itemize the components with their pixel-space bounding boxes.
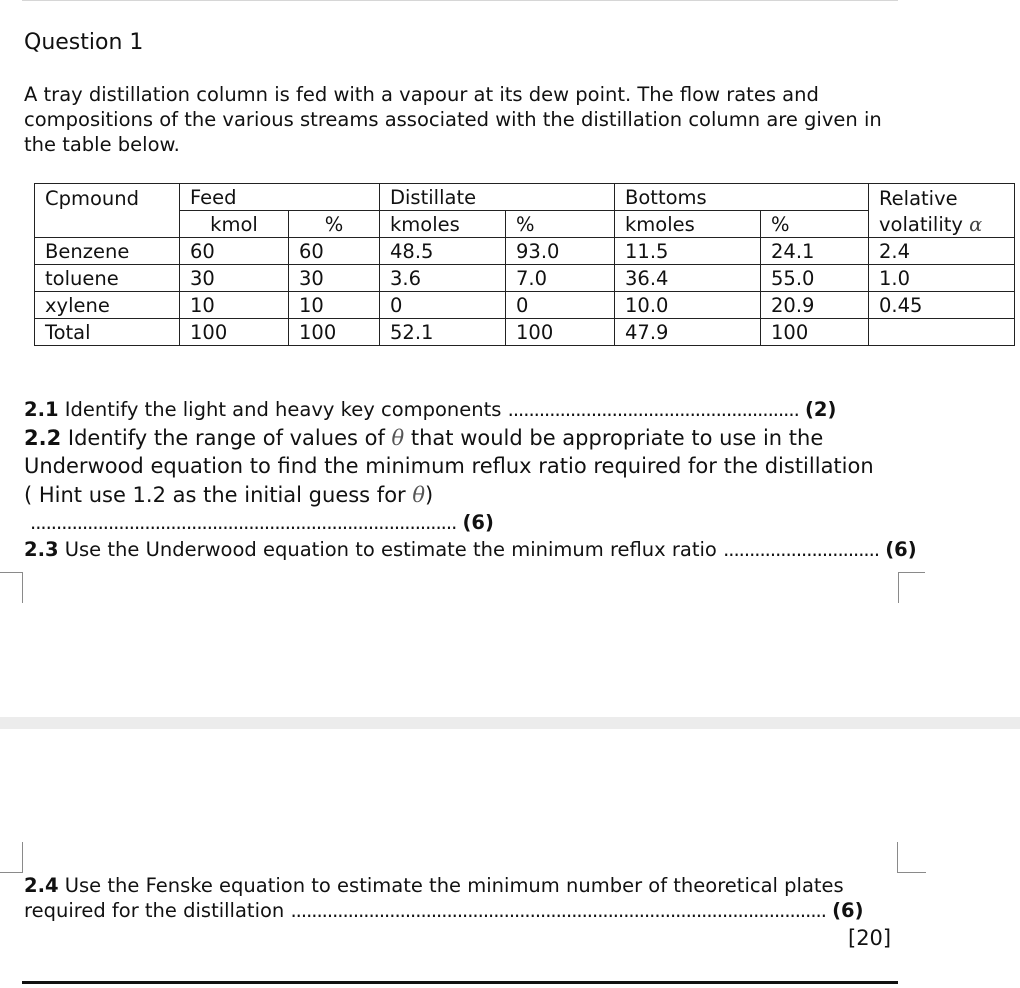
q3-text: Use the Underwood equation to estimate the minimum reflux ratio xyxy=(64,538,717,561)
cell-bot-kmol: 11.5 xyxy=(615,238,761,265)
q4-marks: (6) xyxy=(832,899,864,922)
cell-name: toluene xyxy=(35,265,180,292)
q1-number: 2.1 xyxy=(24,398,59,421)
cell-alpha: 0.45 xyxy=(869,292,1015,319)
q2-dots: .................................................................................. xyxy=(30,511,457,534)
q2-marks: (6) xyxy=(462,511,494,534)
question-2-4-line1 xyxy=(24,873,844,898)
cell-dist-pct: 0 xyxy=(506,292,615,319)
question-2-4-line2 xyxy=(24,898,864,923)
subheader-feed-kmol: kmol xyxy=(180,211,289,238)
cell-dist-pct: 7.0 xyxy=(506,265,615,292)
header-bottoms: Bottoms xyxy=(615,184,869,211)
subheader-dist-kmol: kmoles xyxy=(380,211,506,238)
cell-feed-kmol: 60 xyxy=(180,238,289,265)
cell-name: Benzene xyxy=(35,238,180,265)
q2-line1-end: that would be appropriate to use in the xyxy=(410,426,824,450)
total-marks: [20] xyxy=(848,926,892,950)
cell-bot-pct: 20.9 xyxy=(761,292,869,319)
top-rule xyxy=(22,0,898,1)
page-break-band xyxy=(0,717,1020,729)
subheader-volatility xyxy=(869,211,1015,238)
intro-paragraph: A tray distillation column is fed with a vapour at its dew point. The flow rates and compositions of the various streams associated with the distillation column are given in the table below. xyxy=(24,83,882,156)
table-subheader-row xyxy=(35,211,1015,238)
table-header-row xyxy=(35,184,1015,211)
q2-line1: Identify the range of values of xyxy=(67,426,385,450)
cell-feed-pct: 60 xyxy=(289,238,380,265)
cell-feed-kmol: 10 xyxy=(180,292,289,319)
cell-feed-pct: 10 xyxy=(289,292,380,319)
cell-feed-pct: 100 xyxy=(289,319,380,346)
table-body xyxy=(35,238,1015,346)
subheader-bot-kmol: kmoles xyxy=(615,211,761,238)
header-volatility: Relative xyxy=(869,184,1015,211)
cell-dist-kmol: 0 xyxy=(380,292,506,319)
question-2-1 xyxy=(24,397,836,422)
cell-alpha: 1.0 xyxy=(869,265,1015,292)
header-distillate: Distillate xyxy=(380,184,615,211)
header-compound: Cpmound xyxy=(35,184,180,211)
cell-bot-pct: 100 xyxy=(761,319,869,346)
question-2-2-line1 xyxy=(24,424,823,452)
q2-number: 2.2 xyxy=(24,426,62,450)
crop-mark-top-left xyxy=(0,572,23,603)
q2-line3-end: ) xyxy=(425,483,434,507)
q1-text: Identify the light and heavy key components xyxy=(64,398,502,421)
question-title: Question 1 xyxy=(24,30,144,55)
q1-marks: (2) xyxy=(804,398,837,421)
subheader-feed-pct: % xyxy=(289,211,380,238)
theta-symbol: θ xyxy=(391,426,405,450)
cell-dist-kmol: 3.6 xyxy=(380,265,506,292)
cell-dist-pct: 100 xyxy=(506,319,615,346)
crop-mark-bottom-right xyxy=(897,842,926,873)
header-feed: Feed xyxy=(180,184,380,211)
cell-bot-kmol: 10.0 xyxy=(615,292,761,319)
question-2-2-line3 xyxy=(24,481,433,509)
q4-number: 2.4 xyxy=(24,874,59,897)
cell-dist-kmol: 48.5 xyxy=(380,238,506,265)
cell-bot-kmol: 36.4 xyxy=(615,265,761,292)
q4-dots: ....................................................................................................... xyxy=(290,899,826,922)
table-row xyxy=(35,238,1015,265)
volatility-label: volatility xyxy=(879,213,963,236)
cell-bot-pct: 55.0 xyxy=(761,265,869,292)
cell-alpha xyxy=(869,319,1015,346)
q3-marks: (6) xyxy=(885,538,917,561)
cell-name: xylene xyxy=(35,292,180,319)
cell-dist-kmol: 52.1 xyxy=(380,319,506,346)
q3-dots: .............................. xyxy=(723,538,880,561)
cell-feed-pct: 30 xyxy=(289,265,380,292)
q3-number: 2.3 xyxy=(24,538,59,561)
q2-line2: Underwood equation to find the minimum reflux ratio required for the distillation xyxy=(24,454,874,478)
cell-dist-pct: 93.0 xyxy=(506,238,615,265)
q2-line3: ( Hint use 1.2 as the initial guess for xyxy=(24,483,406,507)
crop-mark-bottom-left xyxy=(0,842,23,873)
q1-dots: ........................................................ xyxy=(507,398,799,421)
table-row xyxy=(35,319,1015,346)
bottom-rule xyxy=(22,981,898,984)
subheader-bot-pct: % xyxy=(761,211,869,238)
cell-name: Total xyxy=(35,319,180,346)
cell-bot-kmol: 47.9 xyxy=(615,319,761,346)
table-row xyxy=(35,265,1015,292)
cell-feed-kmol: 30 xyxy=(180,265,289,292)
question-2-2-answer-line xyxy=(30,510,494,535)
crop-mark-top-right xyxy=(898,572,925,603)
subheader-blank xyxy=(35,211,180,238)
theta-symbol-hint: θ xyxy=(412,483,426,507)
cell-alpha: 2.4 xyxy=(869,238,1015,265)
subheader-dist-pct: % xyxy=(506,211,615,238)
q4-line1: Use the Fenske equation to estimate the minimum number of theoretical plates xyxy=(64,874,844,897)
cell-feed-kmol: 100 xyxy=(180,319,289,346)
question-2-3 xyxy=(24,537,917,562)
alpha-symbol: α xyxy=(969,213,983,236)
table-row xyxy=(35,292,1015,319)
composition-table xyxy=(34,183,1015,346)
q4-line2: required for the distillation xyxy=(24,899,285,922)
cell-bot-pct: 24.1 xyxy=(761,238,869,265)
